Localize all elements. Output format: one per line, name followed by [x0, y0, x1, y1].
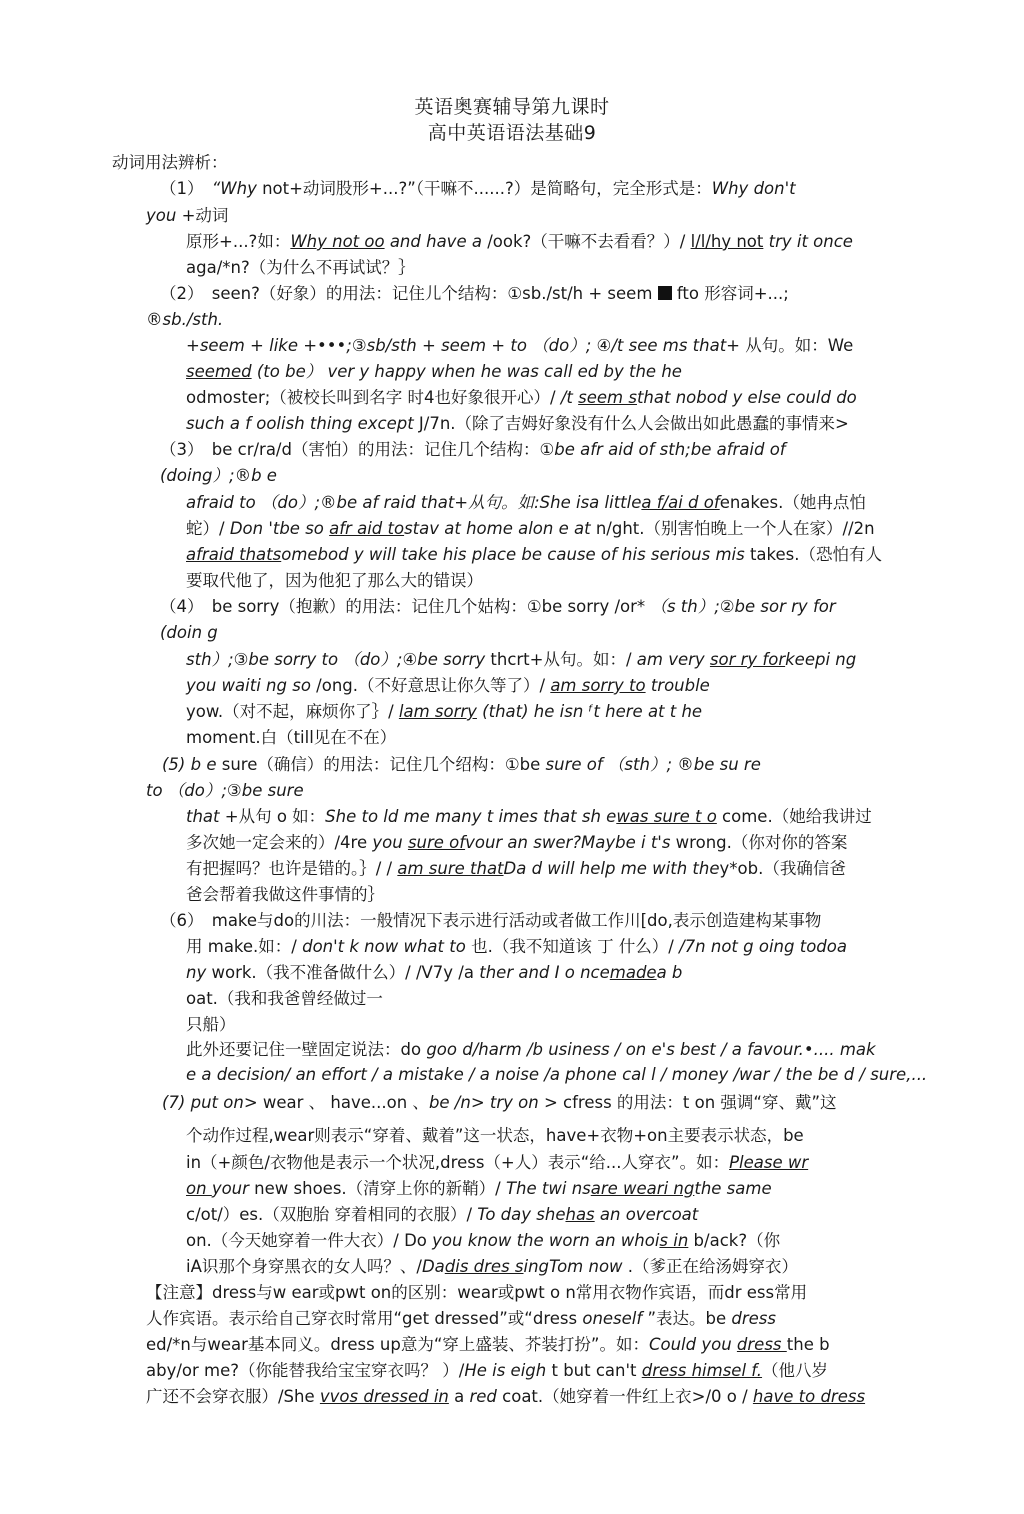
text-span: be /n> try on — [428, 1093, 539, 1112]
text-span: 【注意】dress与w ear或pwt on的区别：wear或pwt o n常用衣物作宾语，而dr ess常用 — [146, 1283, 808, 1302]
text-line-content — [186, 571, 483, 590]
text-span: wear 、 have...on 、 — [257, 1093, 429, 1112]
text-span: are weari ng — [590, 1179, 695, 1198]
text-line-content — [186, 1037, 876, 1063]
text-span: seem s — [578, 388, 637, 407]
text-line-content — [186, 960, 682, 986]
text-line — [186, 411, 918, 437]
text-span: /ong.（不好意思让你久等了）/ — [310, 676, 551, 695]
text-span: 蛇）/ — [186, 519, 230, 538]
text-span: yow.（对不起，麻烦你了｝/ — [186, 702, 399, 721]
text-line — [186, 1150, 918, 1176]
black-square-glyph — [658, 286, 672, 300]
text-span: （2） seen?（好象）的用法：记住儿个结构：①sb./st/h + seem — [160, 284, 658, 303]
text-span: come.（她给我讲过 — [716, 807, 872, 826]
text-line-content — [186, 885, 384, 904]
text-line — [186, 1062, 928, 1088]
text-line-content — [186, 804, 872, 830]
document-subtitle: 高中英语语法基础9 — [427, 122, 597, 144]
text-span: afr aid to — [329, 519, 405, 538]
text-span: on — [186, 1179, 212, 1198]
text-line — [160, 281, 918, 307]
text-span: The twi ns — [505, 1179, 591, 1198]
text-line — [186, 359, 918, 385]
text-line — [186, 385, 918, 411]
text-line — [186, 699, 918, 725]
text-line — [146, 1280, 918, 1306]
text-span: dis dres s — [444, 1257, 524, 1276]
text-line-content — [160, 437, 786, 463]
text-span: sth）;③be sorry to （do）;④be sorry — [186, 650, 486, 669]
text-span: was sure t o — [616, 807, 717, 826]
text-line-content — [186, 728, 396, 747]
text-line — [186, 882, 384, 908]
text-line — [160, 437, 918, 463]
text-span: 有把握吗？也许是错的。｝/ / — [186, 859, 398, 878]
text-span: ed/*n与wear基本同义。dress up意为“穿上盛装、芥装打扮”。如： — [146, 1335, 649, 1354]
text-span: dress — [736, 1335, 787, 1354]
text-span: that — [186, 807, 220, 826]
text-line-content — [146, 1384, 865, 1410]
text-line — [186, 673, 918, 699]
text-line — [186, 333, 918, 359]
text-span: ny — [186, 963, 207, 982]
text-line-content — [186, 1062, 927, 1088]
text-span: the b — [786, 1335, 830, 1354]
text-line-content — [186, 333, 853, 359]
text-line-content — [186, 989, 383, 1008]
text-span: > cfress 的用法：t on 强调“穿、戴”这 — [538, 1093, 837, 1112]
text-span: 广还不会穿衣服）/She — [146, 1387, 320, 1406]
text-span: an overcoat — [594, 1205, 699, 1224]
text-span: lam sorry — [398, 702, 477, 721]
text-span: coat.（她穿着一件红上衣>/0 o / — [496, 1387, 753, 1406]
text-line — [186, 830, 918, 856]
text-span: sure（确信）的用法：记住几个绍构：①be — [216, 755, 546, 774]
text-span: To day she — [477, 1205, 566, 1224]
text-line-content — [162, 1093, 837, 1112]
text-line — [186, 516, 918, 542]
text-line-content — [186, 411, 849, 437]
text-span: sure — [267, 781, 304, 800]
text-line-content — [186, 1176, 772, 1202]
text-span: dress himsel f. — [641, 1361, 763, 1380]
text-line-content — [186, 385, 857, 411]
text-line-content — [186, 934, 847, 960]
text-span: a f/ai d of — [641, 493, 720, 512]
text-span: not+动词股形+...?”（干嘛不......?）是简略句，完全形式是： — [256, 179, 712, 198]
text-span: don't k now what to — [302, 937, 466, 956]
text-span: y*ob.（我确信爸 — [719, 859, 846, 878]
text-line — [186, 229, 918, 255]
text-span: you — [372, 833, 408, 852]
text-span: ingTom now — [523, 1257, 623, 1276]
text-span: your — [211, 1179, 249, 1198]
text-span: 用 make.如：/ — [186, 937, 303, 956]
text-span: stav at home alon e at — [404, 519, 591, 538]
text-line — [160, 463, 277, 489]
text-line-content — [146, 1280, 807, 1306]
text-line-content — [146, 781, 304, 800]
text-line-content — [160, 281, 789, 307]
text-span: you know the worn an whoi — [432, 1231, 660, 1250]
text-line — [160, 594, 918, 620]
text-line — [162, 752, 918, 778]
text-span: 爸会帮着我做这件事情的｝ — [186, 885, 384, 904]
text-line — [146, 1358, 918, 1384]
text-span: 只船） — [186, 1015, 236, 1034]
text-line — [186, 1037, 918, 1063]
text-span: sor ry for — [709, 650, 786, 669]
text-span: odmoster;（被校长叫到名字 时4也好象很开心）/ — [186, 388, 561, 407]
text-span: 原形+...?如： — [186, 232, 291, 251]
text-line — [186, 1176, 918, 1202]
text-span: b/ack?（你 — [688, 1231, 781, 1250]
text-span: Da d will help me with the — [503, 859, 720, 878]
text-span: /t — [560, 388, 579, 407]
text-line-content — [186, 516, 875, 542]
text-span: Da — [421, 1257, 445, 1276]
text-line-content — [186, 830, 847, 856]
text-span: /7n not g oing todoa — [679, 937, 847, 956]
text-line-content — [186, 1228, 780, 1254]
text-line — [186, 1228, 918, 1254]
text-line-content — [186, 1015, 236, 1034]
text-span: t but can't — [546, 1361, 642, 1380]
text-span: He is eigh — [464, 1361, 547, 1380]
text-span: oneself — [582, 1309, 643, 1328]
text-line — [186, 725, 396, 751]
text-line-content — [186, 542, 882, 568]
text-line-content — [146, 310, 223, 329]
text-span: 人作宾语。表示给自己穿衣时常用“get dressed”或“dress — [146, 1309, 583, 1328]
text-span: 从句。如：We — [740, 336, 854, 355]
text-span: am sorry to — [550, 676, 646, 695]
text-line — [146, 307, 223, 333]
text-span: “Why — [211, 179, 257, 198]
text-span: made — [609, 963, 657, 982]
text-line-content — [186, 1126, 804, 1145]
text-span: am very — [636, 650, 710, 669]
text-span: 也.（我不知道该 丁 什么）/ — [465, 937, 680, 956]
text-line-content — [186, 258, 415, 277]
text-span: in（+颜色/衣物他是表示一个状况,dress（+人）表示“给...人穿衣”。如： — [186, 1153, 730, 1172]
text-line-content — [160, 623, 218, 642]
text-line — [186, 1202, 698, 1228]
text-line — [146, 778, 304, 804]
text-line-content — [186, 1150, 808, 1176]
text-line-content — [186, 490, 866, 516]
text-span: try it once — [763, 232, 853, 251]
text-line-content — [162, 752, 761, 778]
text-span: vvos dressed in — [319, 1387, 449, 1406]
text-span: s in — [659, 1231, 689, 1250]
text-line-content — [186, 647, 856, 673]
text-span: enakes.（她冉点怕 — [719, 493, 866, 512]
text-span: that nobod y else could do — [636, 388, 857, 407]
text-span: such a f oolish thing except — [186, 414, 414, 433]
text-line-content — [186, 856, 846, 882]
text-line-content — [186, 1257, 798, 1276]
text-span: aga/*n?（为什么不再试试？｝ — [186, 258, 415, 277]
text-span: am sure that — [397, 859, 504, 878]
text-line — [186, 568, 483, 594]
text-line-content — [160, 911, 821, 930]
text-span: （他八岁 — [762, 1361, 829, 1380]
text-span: Don 'tbe so — [229, 519, 330, 538]
text-span: (5) b e — [162, 755, 217, 774]
text-line — [160, 620, 218, 646]
text-span: a — [448, 1387, 470, 1406]
text-line — [186, 542, 918, 568]
text-span: red — [469, 1387, 497, 1406]
text-span: a b — [656, 963, 683, 982]
text-span: 个动作过程,wear则表示“穿着、戴着”这一状态，have+衣物+on主要表示状态，be — [186, 1126, 804, 1145]
text-span: She to ld me many t imes that sh e — [325, 807, 617, 826]
text-span: 多次她一定会来的）/4re — [186, 833, 373, 852]
text-span: afraid thats — [186, 545, 282, 564]
text-line — [186, 490, 918, 516]
text-span: (to be） ver y happy when he was call ed by the he — [251, 362, 682, 381]
text-span: ther and I o nce — [479, 963, 610, 982]
text-line — [186, 1123, 804, 1149]
text-line — [146, 1332, 918, 1358]
text-line — [186, 255, 415, 281]
text-span: omebod y will take his place be cause of his serious mis — [281, 545, 745, 564]
text-line-content — [160, 466, 277, 485]
text-span: seemed — [186, 362, 252, 381]
text-span: Could you — [648, 1335, 737, 1354]
text-span: l/l/hy not — [690, 232, 764, 251]
text-span: +从句 o 如： — [219, 807, 326, 826]
text-span: has — [565, 1205, 595, 1224]
text-span: goo d/harm /b usiness / on e's best / a favour.•.... mak — [426, 1040, 876, 1059]
text-line — [186, 960, 918, 986]
text-span: aby/or me?（你能替我给宝宝穿衣吗？ ）/ — [146, 1361, 465, 1380]
text-span: （s th）;②be sor ry for — [650, 597, 836, 616]
text-span: J/7n.（除了吉姆好象没有什么人会做出如此愚蠢的事情来> — [413, 414, 849, 433]
text-span: wrong.（你对你的答案 — [670, 833, 848, 852]
text-line — [146, 1384, 918, 1410]
text-span: fto 形容词+...; — [671, 284, 789, 303]
text-span: 此外还要记住一壁固定说法：do — [186, 1040, 427, 1059]
text-span: have to dress — [752, 1387, 866, 1406]
text-line — [186, 1254, 798, 1280]
text-line-content — [186, 1205, 698, 1224]
text-line — [186, 804, 918, 830]
text-line — [186, 647, 918, 673]
text-line — [146, 1306, 918, 1332]
text-line-content — [146, 1358, 828, 1384]
text-span: +动词 — [176, 206, 229, 225]
text-line — [186, 1012, 236, 1038]
text-span: /ook?（干嘛不去看看？）/ — [481, 232, 691, 251]
text-line — [146, 203, 228, 229]
text-line-content — [186, 229, 853, 255]
text-span: Why don't — [711, 179, 796, 198]
text-span: you waiti ng so — [186, 676, 311, 695]
text-span: oat.（我和我爸曾经做过一 — [186, 989, 383, 1008]
document-title: 英语奥赛辅导第九课时 — [414, 96, 610, 118]
text-span: on.（今天她穿着一件大衣）/ Do — [186, 1231, 433, 1250]
text-line — [186, 986, 383, 1012]
text-line — [160, 908, 821, 934]
text-span: takes.（恐怕有人 — [744, 545, 882, 564]
text-span: and have a — [384, 232, 482, 251]
text-span: afraid to （do）;®be af raid that+从句。如:She isa little — [186, 493, 642, 512]
text-line — [162, 1090, 837, 1116]
text-span: be afr aid of sth;be afraid of — [554, 440, 786, 459]
text-span: （3） be cr/ra/d（害怕）的用法：记住几个结构：① — [160, 440, 555, 459]
text-span: （6） make与do的川法：一般情况下表示进行活动或者做工作川[do,表示创造建构某事物 — [160, 911, 822, 930]
text-span: ®sb./sth. — [146, 310, 224, 329]
text-span: to （do）;③be — [146, 781, 268, 800]
text-span: （4） be sorry（抱歉）的用法：记住几个姑构：①be sorry /or* — [160, 597, 651, 616]
text-span: (doin g — [160, 623, 218, 642]
text-span: ”表达。be — [642, 1309, 732, 1328]
text-span: new shoes.（清穿上你的新鞘）/ — [248, 1179, 506, 1198]
text-span: Why not oo — [290, 232, 385, 251]
text-span: thcrt+从句。如：/ — [485, 650, 637, 669]
section-heading: 动词用法辨析： — [112, 153, 228, 172]
text-line-content — [146, 1306, 776, 1332]
text-line-content — [146, 1332, 830, 1358]
text-span: moment.白（till见在不在） — [186, 728, 397, 747]
text-line-content — [160, 179, 796, 198]
text-span: vour an swer?Maybe i t's — [465, 833, 671, 852]
text-span: .（爹正在给汤姆穿衣） — [622, 1257, 799, 1276]
text-span: e a decision/ an effort / a mistake / a noise /a phone cal l / money /war / the be d / sure,... — [186, 1065, 928, 1084]
text-span: +seem + like +•••;③sb/sth + seem + to （do）; ④/t see ms that+ — [186, 336, 740, 355]
text-line — [160, 176, 796, 202]
text-span: you — [146, 206, 177, 225]
text-span: n/ght.（别害怕晚上一个人在家）//2n — [590, 519, 875, 538]
text-line-content — [186, 699, 702, 725]
text-line-content — [146, 206, 228, 225]
text-span: (7) put on> — [162, 1093, 258, 1112]
text-span: iA识那个身穿黑衣的女人吗？、/ — [186, 1257, 422, 1276]
text-span: c/ot/）es.（双胞胎 穿着相同的衣服）/ — [186, 1205, 478, 1224]
text-span: Please wr — [729, 1153, 809, 1172]
text-line — [186, 934, 918, 960]
text-line-content — [160, 594, 836, 620]
text-span: sure of （sth）; ®be su re — [545, 755, 761, 774]
text-span: sure of — [407, 833, 466, 852]
text-span: keepi ng — [785, 650, 857, 669]
text-span: 要取代他了，因为他犯了那么大的错误） — [186, 571, 483, 590]
text-span: （1） — [160, 179, 212, 198]
text-span: the same — [694, 1179, 772, 1198]
text-span: (that) he isn ᶠt here at t he — [476, 702, 703, 721]
text-span: dress — [731, 1309, 776, 1328]
text-line — [186, 856, 918, 882]
text-line-content — [186, 359, 682, 385]
text-line-content — [186, 673, 710, 699]
text-span: trouble — [645, 676, 710, 695]
text-span: work.（我不准备做什么）/ /V7y /a — [206, 963, 480, 982]
text-span: (doing）;®b e — [160, 466, 277, 485]
